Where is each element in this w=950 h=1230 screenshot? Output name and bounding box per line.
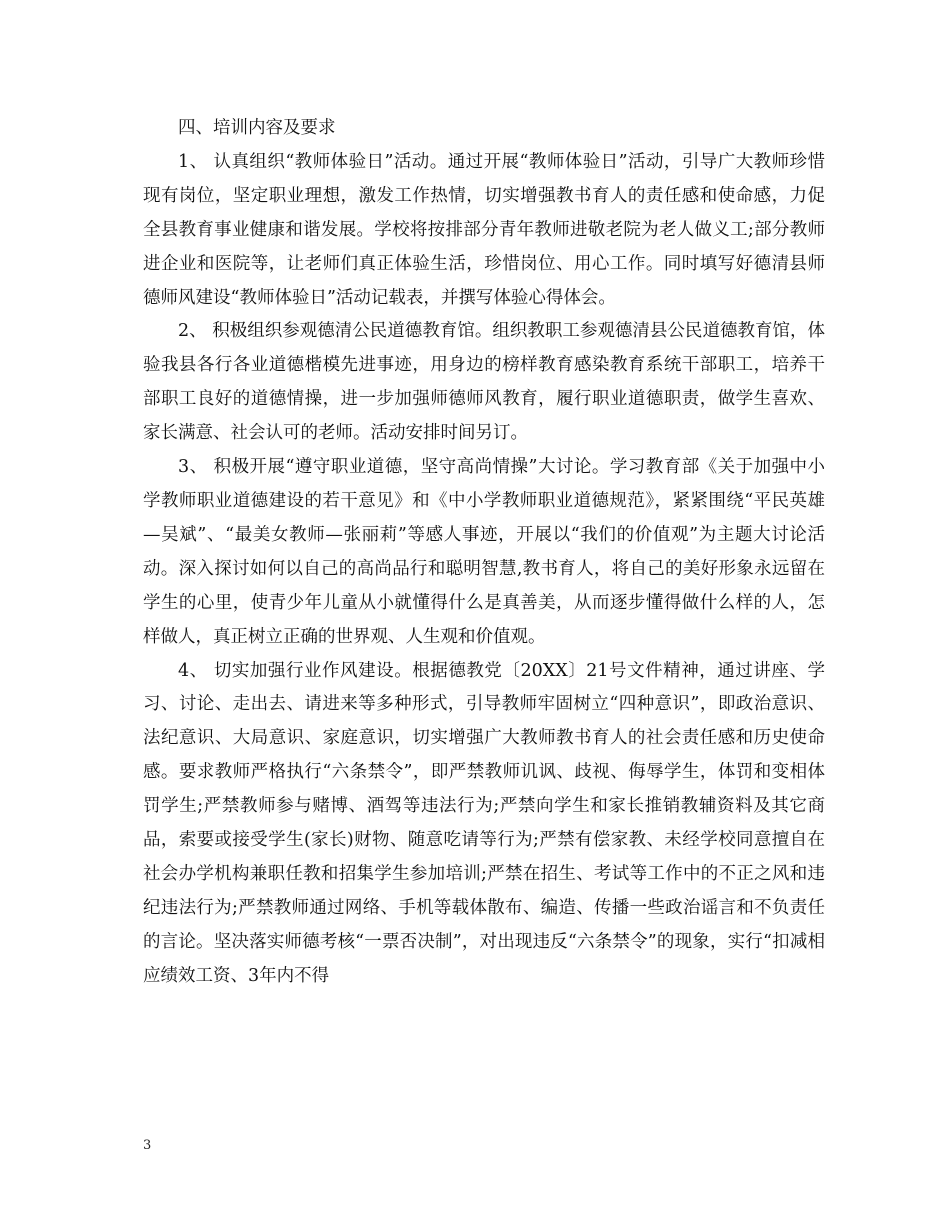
page-number: 3 [143,1138,152,1153]
paragraph-item-1: 1、 认真组织“教师体验日”活动。通过开展“教师体验日”活动，引导广大教师珍惜现有岗位，坚定职业理想，激发工作热情，切实增强教书育人的责任感和使命感，力促全县教育事业健康和谐发展。学校将按排部分青年教师进敬老院为老人做义工;部分教师进企业和医院等，让老师们真正体验生活，珍惜岗位、用心工作。同时填写好德清县师德师风建设“教师体验日”活动记载表，并撰写体验心得体会。 [143,151,825,308]
paragraph-item-4: 4、 切实加强行业作风建设。根据德教党〔20XX〕21号文件精神，通过讲座、学习、讨论、走出去、请进来等多种形式，引导教师牢固树立“四种意识”，即政治意识、法纪意识、大局意识、家庭意识，切实增强广大教师教书育人的社会责任感和历史使命感。要求教师严格执行“六条禁令”，即严禁教师讥讽、歧视、侮辱学生，体罚和变相体罚学生;严禁教师参与赌博、酒驾等违法行为;严禁向学生和家长推销教辅资料及其它商品，索要或接受学生(家长)财物、随意吃请等行为;严禁有偿家教、未经学校同意擅自在社会办学机构兼职任教和招集学生参加培训;严禁在招生、考试等工作中的不正之风和违纪违法行为;严禁教师通过网络、手机等载体散布、编造、传播一些政治谣言和不负责任的言论。坚决落实师德考核“一票否决制”，对出现违反“六条禁令”的现象，实行“扣减相应绩效工资、3年内不得 [143,660,825,986]
paragraph-item-2: 2、 积极组织参观德清公民道德教育馆。组织教职工参观德清县公民道德教育馆，体验我县各行各业道德楷模先进事迹，用身边的榜样教育感染教育系统干部职工，培养干部职工良好的道德情操，进一步加强师德师风教育，履行职业道德职责，做学生喜欢、家长满意、社会认可的老师。活动安排时间另订。 [143,321,825,444]
section-heading: 四、培训内容及要求 [178,118,336,138]
document-body [143,112,825,994]
paragraph-item-3: 3、 积极开展“遵守职业道德，坚守高尚情操”大讨论。学习教育部《关于加强中小学教师职业道德建设的若干意见》和《中小学教师职业道德规范》，紧紧围绕“平民英雄—吴斌”、“最美女教师—张丽莉”等感人事迹，开展以“我们的价值观”为主题大讨论活动。深入探讨如何以自己的高尚品行和聪明智慧,教书育人，将自己的美好形象永远留在学生的心里，使青少年儿童从小就懂得什么是真善美，从而逐步懂得做什么样的人，怎样做人，真正树立正确的世界观、人生观和价值观。 [143,457,825,647]
